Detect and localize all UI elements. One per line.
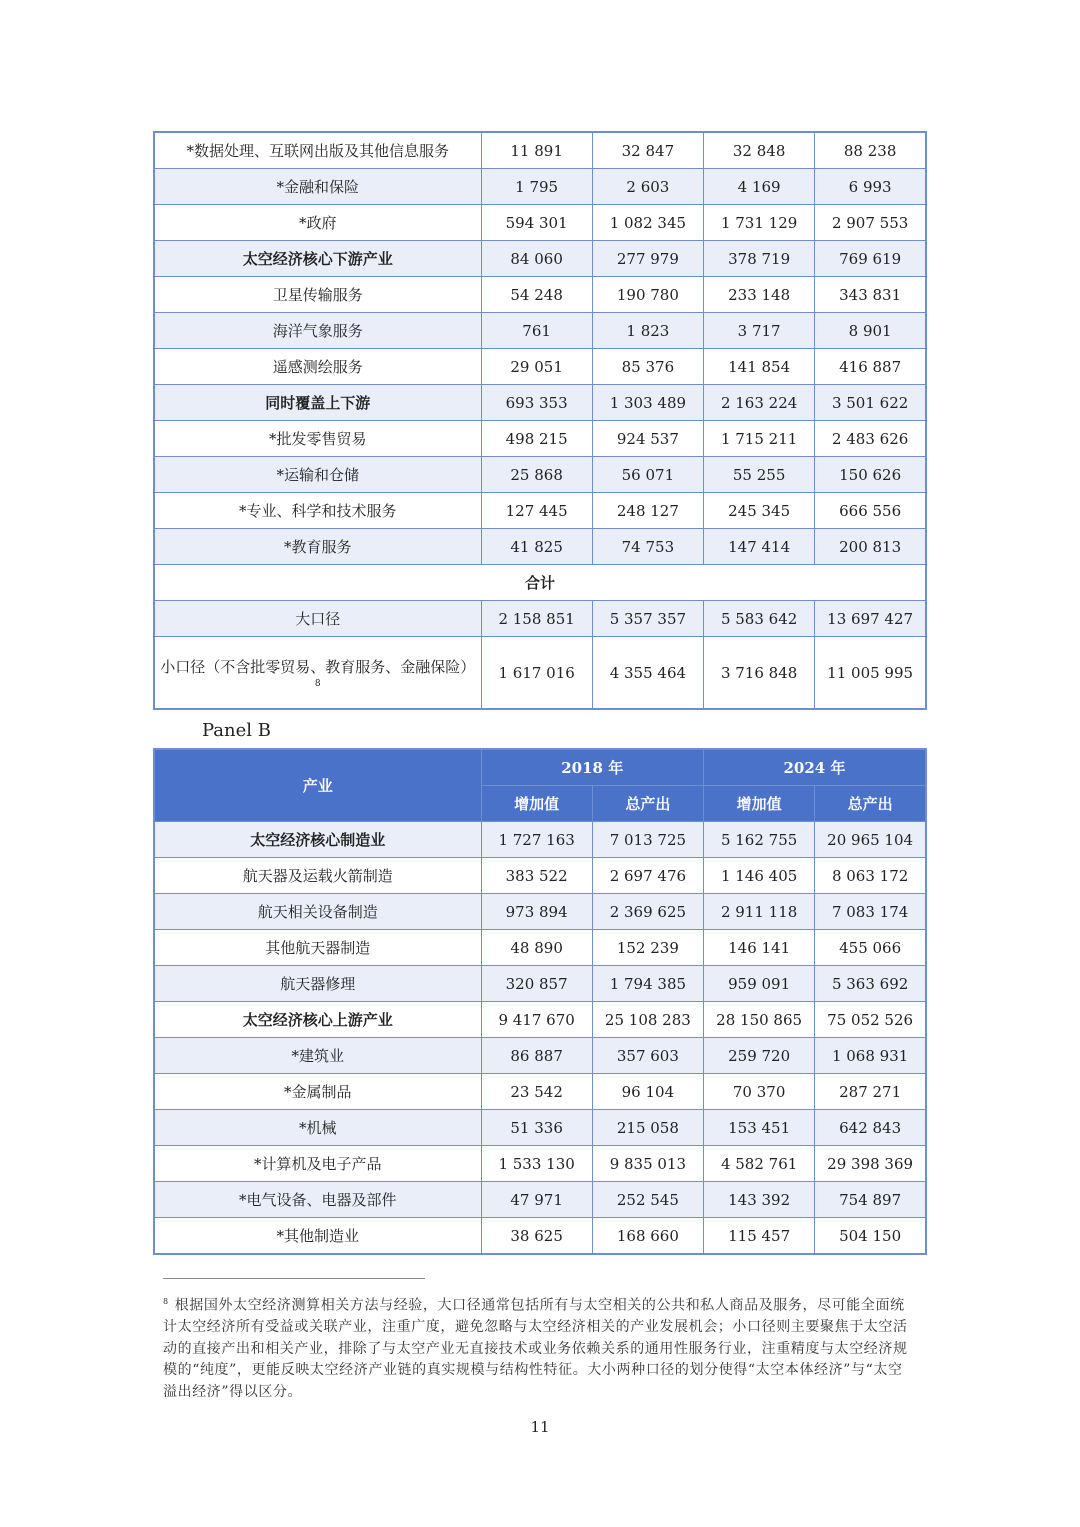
row-label: 其他航天器制造 [154, 930, 481, 966]
cell-value: 11 891 [481, 132, 592, 169]
cell-value: 48 890 [481, 930, 592, 966]
cell-value: 383 522 [481, 858, 592, 894]
cell-value: 1 617 016 [481, 637, 592, 710]
cell-value: 416 887 [815, 349, 926, 385]
cell-value: 1 533 130 [481, 1146, 592, 1182]
cell-value: 924 537 [592, 421, 703, 457]
cell-value: 8 063 172 [815, 858, 926, 894]
cell-value: 4 582 761 [704, 1146, 815, 1182]
table-row [154, 822, 926, 858]
cell-value: 4 355 464 [592, 637, 703, 710]
cell-value: 1 795 [481, 169, 592, 205]
cell-value: 378 719 [704, 241, 815, 277]
cell-value: 320 857 [481, 966, 592, 1002]
cell-value: 233 148 [704, 277, 815, 313]
table-row [154, 349, 926, 385]
cell-value: 2 697 476 [592, 858, 703, 894]
cell-value: 5 357 357 [592, 601, 703, 637]
cell-value: 168 660 [592, 1218, 703, 1255]
table-row [154, 313, 926, 349]
cell-value: 761 [481, 313, 592, 349]
cell-value: 277 979 [592, 241, 703, 277]
cell-value: 146 141 [704, 930, 815, 966]
row-label: *金融和保险 [154, 169, 481, 205]
cell-value: 88 238 [815, 132, 926, 169]
cell-value: 3 717 [704, 313, 815, 349]
cell-value: 84 060 [481, 241, 592, 277]
cell-value: 70 370 [704, 1074, 815, 1110]
cell-value: 2 369 625 [592, 894, 703, 930]
table-row [154, 1074, 926, 1110]
table-row [154, 601, 926, 637]
cell-value: 32 848 [704, 132, 815, 169]
cell-value: 1 731 129 [704, 205, 815, 241]
cell-value: 11 005 995 [815, 637, 926, 710]
cell-value: 2 907 553 [815, 205, 926, 241]
panel-b-label: Panel B [202, 720, 271, 741]
cell-value: 1 082 345 [592, 205, 703, 241]
cell-value: 666 556 [815, 493, 926, 529]
cell-value: 343 831 [815, 277, 926, 313]
cell-value: 54 248 [481, 277, 592, 313]
row-label: 卫星传输服务 [154, 277, 481, 313]
cell-value: 2 483 626 [815, 421, 926, 457]
table-row [154, 493, 926, 529]
cell-value: 594 301 [481, 205, 592, 241]
cell-value: 1 727 163 [481, 822, 592, 858]
row-label: 太空经济核心制造业 [154, 822, 481, 858]
cell-value: 153 451 [704, 1110, 815, 1146]
table-row [154, 385, 926, 421]
row-label: *政府 [154, 205, 481, 241]
cell-value: 13 697 427 [815, 601, 926, 637]
cell-value: 959 091 [704, 966, 815, 1002]
row-label: *其他制造业 [154, 1218, 481, 1255]
row-label: 太空经济核心下游产业 [154, 241, 481, 277]
header-gross-output: 总产出 [592, 786, 703, 822]
cell-value: 2 911 118 [704, 894, 815, 930]
cell-value: 287 271 [815, 1074, 926, 1110]
table-row [154, 1110, 926, 1146]
row-label: 航天相关设备制造 [154, 894, 481, 930]
table-row [154, 637, 926, 710]
table-row [154, 241, 926, 277]
table-row [154, 457, 926, 493]
cell-value: 115 457 [704, 1218, 815, 1255]
cell-value: 9 417 670 [481, 1002, 592, 1038]
cell-value: 38 625 [481, 1218, 592, 1255]
cell-value: 85 376 [592, 349, 703, 385]
table-row [154, 1038, 926, 1074]
cell-value: 1 715 211 [704, 421, 815, 457]
cell-value: 143 392 [704, 1182, 815, 1218]
cell-value: 55 255 [704, 457, 815, 493]
total-heading-row [154, 565, 926, 601]
cell-value: 642 843 [815, 1110, 926, 1146]
cell-value: 51 336 [481, 1110, 592, 1146]
row-label: *金属制品 [154, 1074, 481, 1110]
row-label-with-note [154, 637, 481, 710]
row-label: 海洋气象服务 [154, 313, 481, 349]
header-added-value: 增加值 [481, 786, 592, 822]
cell-value: 96 104 [592, 1074, 703, 1110]
header-year-2018: 2018 年 [481, 749, 704, 786]
table-row [154, 858, 926, 894]
row-label: 同时覆盖上下游 [154, 385, 481, 421]
row-label: *教育服务 [154, 529, 481, 565]
table-row [154, 169, 926, 205]
cell-value: 23 542 [481, 1074, 592, 1110]
cell-value: 769 619 [815, 241, 926, 277]
cell-value: 56 071 [592, 457, 703, 493]
cell-value: 693 353 [481, 385, 592, 421]
cell-value: 75 052 526 [815, 1002, 926, 1038]
cell-value: 4 169 [704, 169, 815, 205]
table-row [154, 421, 926, 457]
cell-value: 7 083 174 [815, 894, 926, 930]
cell-value: 28 150 865 [704, 1002, 815, 1038]
header-year-2024: 2024 年 [704, 749, 927, 786]
row-label: 太空经济核心上游产业 [154, 1002, 481, 1038]
table-row [154, 132, 926, 169]
data-table-panel-b [153, 748, 927, 1255]
footnote-text: 根据国外太空经济测算相关方法与经验，大口径通常包括所有与太空相关的公共和私人商品及服务，尽可能全面统计太空经济所有受益或关联产业，注重广度，避免忽略与太空经济相关的产业发展机会；小口径则主要聚焦于太空活动的直接产出和相关产业，排除了与太空产业无直接技术或业务依赖关系的通用性服务行业，注重精度与太空经济规模的“纯度”，更能反映太空经济产业链的真实规模与结构性特征。大小两种口径的划分使得“太空本体经济”与“太空溢出经济”得以区分。 [163, 1297, 908, 1400]
table-row [154, 930, 926, 966]
cell-value: 25 868 [481, 457, 592, 493]
row-label: 航天器修理 [154, 966, 481, 1002]
cell-value: 3 501 622 [815, 385, 926, 421]
cell-value: 41 825 [481, 529, 592, 565]
row-label: *批发零售贸易 [154, 421, 481, 457]
row-label: *专业、科学和技术服务 [154, 493, 481, 529]
header-added-value: 增加值 [704, 786, 815, 822]
cell-value: 5 363 692 [815, 966, 926, 1002]
table-row [154, 1146, 926, 1182]
cell-value: 150 626 [815, 457, 926, 493]
cell-value: 1 146 405 [704, 858, 815, 894]
cell-value: 47 971 [481, 1182, 592, 1218]
table-row [154, 1002, 926, 1038]
row-label: 小口径（不含批零贸易、教育服务、金融保险） [160, 657, 476, 676]
header-row-years [154, 749, 926, 786]
cell-value: 6 993 [815, 169, 926, 205]
cell-value: 3 716 848 [704, 637, 815, 710]
footnote-ref[interactable]: 8 [314, 678, 321, 689]
cell-value: 357 603 [592, 1038, 703, 1074]
cell-value: 147 414 [704, 529, 815, 565]
data-table-panel-a [153, 131, 927, 710]
row-label: *建筑业 [154, 1038, 481, 1074]
cell-value: 7 013 725 [592, 822, 703, 858]
cell-value: 152 239 [592, 930, 703, 966]
row-label: *机械 [154, 1110, 481, 1146]
total-heading: 合计 [154, 565, 926, 601]
cell-value: 20 965 104 [815, 822, 926, 858]
cell-value: 259 720 [704, 1038, 815, 1074]
cell-value: 2 158 851 [481, 601, 592, 637]
cell-value: 9 835 013 [592, 1146, 703, 1182]
cell-value: 1 068 931 [815, 1038, 926, 1074]
cell-value: 32 847 [592, 132, 703, 169]
footnote-divider [163, 1278, 425, 1279]
cell-value: 74 753 [592, 529, 703, 565]
row-label: *数据处理、互联网出版及其他信息服务 [154, 132, 481, 169]
cell-value: 252 545 [592, 1182, 703, 1218]
cell-value: 248 127 [592, 493, 703, 529]
cell-value: 1 794 385 [592, 966, 703, 1002]
header-gross-output: 总产出 [815, 786, 926, 822]
footnote-mark: 8 [163, 1297, 169, 1306]
cell-value: 127 445 [481, 493, 592, 529]
cell-value: 141 854 [704, 349, 815, 385]
row-label: 遥感测绘服务 [154, 349, 481, 385]
cell-value: 200 813 [815, 529, 926, 565]
cell-value: 5 162 755 [704, 822, 815, 858]
cell-value: 215 058 [592, 1110, 703, 1146]
footnote [163, 1291, 915, 1403]
cell-value: 2 163 224 [704, 385, 815, 421]
cell-value: 190 780 [592, 277, 703, 313]
table-row [154, 205, 926, 241]
table-row [154, 966, 926, 1002]
cell-value: 2 603 [592, 169, 703, 205]
cell-value: 86 887 [481, 1038, 592, 1074]
cell-value: 754 897 [815, 1182, 926, 1218]
table-row [154, 1218, 926, 1255]
row-label: *运输和仓储 [154, 457, 481, 493]
row-label: *电气设备、电器及部件 [154, 1182, 481, 1218]
cell-value: 1 823 [592, 313, 703, 349]
cell-value: 29 051 [481, 349, 592, 385]
row-label: *计算机及电子产品 [154, 1146, 481, 1182]
cell-value: 245 345 [704, 493, 815, 529]
table-row [154, 529, 926, 565]
table-row [154, 277, 926, 313]
row-label: 大口径 [154, 601, 481, 637]
cell-value: 25 108 283 [592, 1002, 703, 1038]
row-label: 航天器及运载火箭制造 [154, 858, 481, 894]
page-number: 11 [530, 1418, 550, 1436]
cell-value: 498 215 [481, 421, 592, 457]
header-industry: 产业 [154, 749, 481, 822]
cell-value: 29 398 369 [815, 1146, 926, 1182]
cell-value: 5 583 642 [704, 601, 815, 637]
cell-value: 1 303 489 [592, 385, 703, 421]
cell-value: 504 150 [815, 1218, 926, 1255]
table-row [154, 1182, 926, 1218]
cell-value: 973 894 [481, 894, 592, 930]
cell-value: 455 066 [815, 930, 926, 966]
table-row [154, 894, 926, 930]
cell-value: 8 901 [815, 313, 926, 349]
